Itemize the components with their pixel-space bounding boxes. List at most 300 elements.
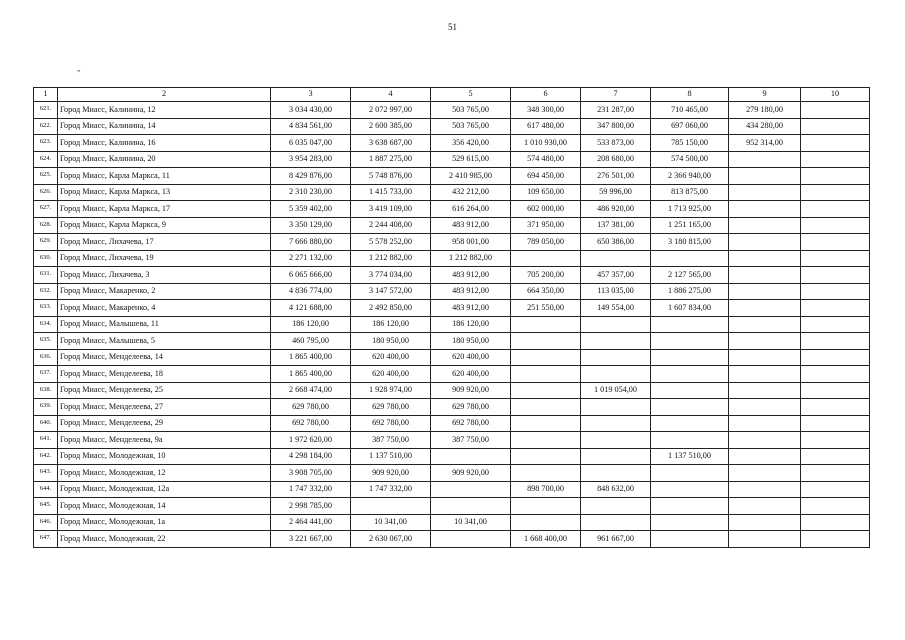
amount-cell xyxy=(801,102,870,119)
amount-cell: 1 887 275,00 xyxy=(351,151,431,168)
address-cell: Город Миасс, Макаренко, 2 xyxy=(58,283,271,300)
amount-cell: 387 750,00 xyxy=(351,432,431,449)
amount-cell: 1 713 925,00 xyxy=(651,201,729,218)
amount-cell xyxy=(729,366,801,383)
header-row xyxy=(34,88,870,102)
amount-cell: 1 747 332,00 xyxy=(271,481,351,498)
row-number-cell: 637. xyxy=(34,366,58,383)
amount-cell: 789 050,00 xyxy=(511,234,581,251)
row-number-cell: 624. xyxy=(34,151,58,168)
amount-cell xyxy=(729,184,801,201)
amount-cell: 10 341,00 xyxy=(351,514,431,531)
corner-mark: „ xyxy=(77,64,81,73)
table-row xyxy=(34,333,870,350)
amount-cell: 3 180 815,00 xyxy=(651,234,729,251)
column-header: 5 xyxy=(431,88,511,102)
amount-cell: 2 600 385,00 xyxy=(351,118,431,135)
amount-cell: 2 271 132,00 xyxy=(271,250,351,267)
column-header: 7 xyxy=(581,88,651,102)
budget-table xyxy=(33,87,870,548)
amount-cell: 186 120,00 xyxy=(431,316,511,333)
address-cell: Город Миасс, Молодежная, 22 xyxy=(58,531,271,548)
table-row xyxy=(34,135,870,152)
amount-cell xyxy=(801,531,870,548)
amount-cell xyxy=(729,283,801,300)
amount-cell: 483 912,00 xyxy=(431,283,511,300)
amount-cell: 348 300,00 xyxy=(511,102,581,119)
amount-cell: 1 019 054,00 xyxy=(581,382,651,399)
amount-cell: 113 035,00 xyxy=(581,283,651,300)
amount-cell xyxy=(511,382,581,399)
amount-cell xyxy=(511,333,581,350)
address-cell: Город Миасс, Карла Маркса, 9 xyxy=(58,217,271,234)
amount-cell xyxy=(651,514,729,531)
amount-cell xyxy=(729,151,801,168)
row-number-cell: 631. xyxy=(34,267,58,284)
row-number-cell: 633. xyxy=(34,300,58,317)
amount-cell: 1 886 275,00 xyxy=(651,283,729,300)
amount-cell: 1 865 400,00 xyxy=(271,366,351,383)
amount-cell: 3 221 667,00 xyxy=(271,531,351,548)
amount-cell: 616 264,00 xyxy=(431,201,511,218)
amount-cell: 705 200,00 xyxy=(511,267,581,284)
amount-cell: 1 747 332,00 xyxy=(351,481,431,498)
table-row xyxy=(34,514,870,531)
column-header: 3 xyxy=(271,88,351,102)
amount-cell: 483 912,00 xyxy=(431,217,511,234)
amount-cell: 5 748 876,00 xyxy=(351,168,431,185)
table-row xyxy=(34,168,870,185)
amount-cell xyxy=(801,514,870,531)
amount-cell: 909 920,00 xyxy=(351,465,431,482)
amount-cell xyxy=(581,250,651,267)
amount-cell xyxy=(511,250,581,267)
table-row xyxy=(34,349,870,366)
amount-cell xyxy=(729,217,801,234)
column-header: 4 xyxy=(351,88,431,102)
amount-cell: 2 464 441,00 xyxy=(271,514,351,531)
amount-cell: 961 667,00 xyxy=(581,531,651,548)
amount-cell: 186 120,00 xyxy=(351,316,431,333)
amount-cell: 958 001,00 xyxy=(431,234,511,251)
amount-cell xyxy=(581,448,651,465)
row-number-cell: 647. xyxy=(34,531,58,548)
amount-cell: 2 492 850,00 xyxy=(351,300,431,317)
amount-cell: 617 480,00 xyxy=(511,118,581,135)
amount-cell xyxy=(729,448,801,465)
amount-cell: 650 386,00 xyxy=(581,234,651,251)
amount-cell: 483 912,00 xyxy=(431,267,511,284)
row-number-cell: 638. xyxy=(34,382,58,399)
address-cell: Город Миасс, Менделеева, 27 xyxy=(58,399,271,416)
amount-cell: 180 950,00 xyxy=(351,333,431,350)
amount-cell xyxy=(581,514,651,531)
amount-cell: 710 465,00 xyxy=(651,102,729,119)
amount-cell: 574 500,00 xyxy=(651,151,729,168)
amount-cell: 2 668 474,00 xyxy=(271,382,351,399)
amount-cell: 371 950,00 xyxy=(511,217,581,234)
amount-cell: 909 920,00 xyxy=(431,382,511,399)
table-row xyxy=(34,382,870,399)
amount-cell: 276 501,00 xyxy=(581,168,651,185)
column-header: 8 xyxy=(651,88,729,102)
address-cell: Город Миасс, Калинина, 14 xyxy=(58,118,271,135)
amount-cell: 529 615,00 xyxy=(431,151,511,168)
amount-cell: 10 341,00 xyxy=(431,514,511,531)
address-cell: Город Миасс, Менделеева, 14 xyxy=(58,349,271,366)
amount-cell: 664 350,00 xyxy=(511,283,581,300)
amount-cell xyxy=(651,250,729,267)
amount-cell xyxy=(729,498,801,515)
amount-cell: 3 147 572,00 xyxy=(351,283,431,300)
amount-cell: 180 950,00 xyxy=(431,333,511,350)
amount-cell xyxy=(431,531,511,548)
table-row xyxy=(34,399,870,416)
amount-cell: 952 314,00 xyxy=(729,135,801,152)
column-header: 2 xyxy=(58,88,271,102)
amount-cell xyxy=(729,333,801,350)
amount-cell: 620 400,00 xyxy=(351,366,431,383)
amount-cell: 2 410 985,00 xyxy=(431,168,511,185)
amount-cell xyxy=(729,234,801,251)
amount-cell: 602 000,00 xyxy=(511,201,581,218)
amount-cell xyxy=(801,184,870,201)
amount-cell: 629 780,00 xyxy=(271,399,351,416)
address-cell: Город Миасс, Карла Маркса, 11 xyxy=(58,168,271,185)
amount-cell: 1 010 930,00 xyxy=(511,135,581,152)
amount-cell xyxy=(581,432,651,449)
amount-cell xyxy=(581,399,651,416)
row-number-cell: 622. xyxy=(34,118,58,135)
amount-cell: 2 998 785,00 xyxy=(271,498,351,515)
address-cell: Город Миасс, Макаренко, 4 xyxy=(58,300,271,317)
amount-cell: 432 212,00 xyxy=(431,184,511,201)
address-cell: Город Миасс, Молодежная, 12 xyxy=(58,465,271,482)
address-cell: Город Миасс, Молодежная, 1а xyxy=(58,514,271,531)
amount-cell: 1 415 733,00 xyxy=(351,184,431,201)
amount-cell xyxy=(801,135,870,152)
amount-cell xyxy=(729,399,801,416)
row-number-cell: 623. xyxy=(34,135,58,152)
amount-cell xyxy=(801,432,870,449)
address-cell: Город Миасс, Менделеева, 29 xyxy=(58,415,271,432)
amount-cell: 186 120,00 xyxy=(271,316,351,333)
amount-cell xyxy=(511,349,581,366)
amount-cell xyxy=(729,250,801,267)
amount-cell xyxy=(729,168,801,185)
table-row xyxy=(34,432,870,449)
amount-cell: 3 638 687,00 xyxy=(351,135,431,152)
amount-cell xyxy=(801,168,870,185)
amount-cell xyxy=(511,415,581,432)
amount-cell xyxy=(511,399,581,416)
amount-cell: 3 350 129,00 xyxy=(271,217,351,234)
amount-cell xyxy=(729,201,801,218)
address-cell: Город Миасс, Лихачева, 19 xyxy=(58,250,271,267)
amount-cell: 4 834 561,00 xyxy=(271,118,351,135)
table-row xyxy=(34,415,870,432)
amount-cell xyxy=(431,481,511,498)
column-header: 10 xyxy=(801,88,870,102)
amount-cell xyxy=(729,531,801,548)
row-number-cell: 621. xyxy=(34,102,58,119)
row-number-cell: 628. xyxy=(34,217,58,234)
column-header: 1 xyxy=(34,88,58,102)
amount-cell: 620 400,00 xyxy=(431,349,511,366)
amount-cell xyxy=(511,465,581,482)
amount-cell: 1 212 882,00 xyxy=(351,250,431,267)
amount-cell xyxy=(801,415,870,432)
table-row xyxy=(34,267,870,284)
amount-cell xyxy=(729,300,801,317)
address-cell: Город Миасс, Менделеева, 18 xyxy=(58,366,271,383)
amount-cell xyxy=(511,448,581,465)
amount-cell: 692 780,00 xyxy=(271,415,351,432)
amount-cell: 1 928 974,00 xyxy=(351,382,431,399)
amount-cell: 620 400,00 xyxy=(431,366,511,383)
amount-cell xyxy=(729,465,801,482)
amount-cell: 279 180,00 xyxy=(729,102,801,119)
amount-cell: 486 920,00 xyxy=(581,201,651,218)
amount-cell: 483 912,00 xyxy=(431,300,511,317)
table-row xyxy=(34,201,870,218)
column-header: 6 xyxy=(511,88,581,102)
amount-cell: 2 310 230,00 xyxy=(271,184,351,201)
amount-cell: 2 366 940,00 xyxy=(651,168,729,185)
amount-cell: 692 780,00 xyxy=(351,415,431,432)
amount-cell xyxy=(801,316,870,333)
amount-cell: 694 450,00 xyxy=(511,168,581,185)
amount-cell xyxy=(651,531,729,548)
amount-cell: 1 668 400,00 xyxy=(511,531,581,548)
row-number-cell: 629. xyxy=(34,234,58,251)
amount-cell: 109 650,00 xyxy=(511,184,581,201)
amount-cell xyxy=(581,465,651,482)
amount-cell: 1 607 834,00 xyxy=(651,300,729,317)
amount-cell xyxy=(729,349,801,366)
amount-cell xyxy=(801,151,870,168)
column-header: 9 xyxy=(729,88,801,102)
amount-cell xyxy=(729,382,801,399)
amount-cell: 2 072 997,00 xyxy=(351,102,431,119)
amount-cell xyxy=(801,250,870,267)
address-cell: Город Миасс, Калинина, 20 xyxy=(58,151,271,168)
amount-cell: 4 298 184,00 xyxy=(271,448,351,465)
table-row xyxy=(34,283,870,300)
address-cell: Город Миасс, Менделеева, 25 xyxy=(58,382,271,399)
amount-cell xyxy=(511,432,581,449)
table-row xyxy=(34,465,870,482)
amount-cell: 848 632,00 xyxy=(581,481,651,498)
address-cell: Город Миасс, Карла Маркса, 17 xyxy=(58,201,271,218)
amount-cell xyxy=(581,366,651,383)
amount-cell: 356 420,00 xyxy=(431,135,511,152)
amount-cell: 3 034 430,00 xyxy=(271,102,351,119)
amount-cell xyxy=(729,267,801,284)
amount-cell xyxy=(801,283,870,300)
row-number-cell: 625. xyxy=(34,168,58,185)
amount-cell xyxy=(651,399,729,416)
amount-cell xyxy=(651,415,729,432)
row-number-cell: 643. xyxy=(34,465,58,482)
table-body xyxy=(34,102,870,548)
amount-cell: 620 400,00 xyxy=(351,349,431,366)
amount-cell: 5 578 252,00 xyxy=(351,234,431,251)
amount-cell: 2 127 565,00 xyxy=(651,267,729,284)
amount-cell: 2 244 408,00 xyxy=(351,217,431,234)
amount-cell xyxy=(801,118,870,135)
amount-cell xyxy=(651,498,729,515)
amount-cell: 137 381,00 xyxy=(581,217,651,234)
amount-cell xyxy=(651,382,729,399)
address-cell: Город Миасс, Менделеева, 9а xyxy=(58,432,271,449)
amount-cell: 149 554,00 xyxy=(581,300,651,317)
amount-cell: 813 875,00 xyxy=(651,184,729,201)
amount-cell xyxy=(801,382,870,399)
amount-cell xyxy=(801,465,870,482)
amount-cell: 1 212 882,00 xyxy=(431,250,511,267)
table-row xyxy=(34,234,870,251)
table-row xyxy=(34,300,870,317)
amount-cell xyxy=(729,415,801,432)
amount-cell xyxy=(801,267,870,284)
amount-cell xyxy=(581,415,651,432)
amount-cell: 8 429 876,00 xyxy=(271,168,351,185)
amount-cell xyxy=(511,366,581,383)
row-number-cell: 642. xyxy=(34,448,58,465)
amount-cell xyxy=(801,498,870,515)
amount-cell: 4 121 688,00 xyxy=(271,300,351,317)
amount-cell xyxy=(729,316,801,333)
amount-cell xyxy=(511,498,581,515)
amount-cell: 7 666 880,00 xyxy=(271,234,351,251)
amount-cell xyxy=(351,498,431,515)
amount-cell: 457 357,00 xyxy=(581,267,651,284)
amount-cell xyxy=(431,448,511,465)
row-number-cell: 641. xyxy=(34,432,58,449)
amount-cell: 898 700,00 xyxy=(511,481,581,498)
table-row xyxy=(34,118,870,135)
amount-cell xyxy=(801,399,870,416)
amount-cell: 434 280,00 xyxy=(729,118,801,135)
row-number-cell: 640. xyxy=(34,415,58,432)
amount-cell: 1 137 510,00 xyxy=(351,448,431,465)
amount-cell: 692 780,00 xyxy=(431,415,511,432)
amount-cell xyxy=(801,217,870,234)
row-number-cell: 646. xyxy=(34,514,58,531)
amount-cell xyxy=(651,366,729,383)
amount-cell xyxy=(651,481,729,498)
amount-cell: 59 996,00 xyxy=(581,184,651,201)
row-number-cell: 634. xyxy=(34,316,58,333)
address-cell: Город Миасс, Калинина, 16 xyxy=(58,135,271,152)
amount-cell: 629 780,00 xyxy=(431,399,511,416)
amount-cell: 3 908 705,00 xyxy=(271,465,351,482)
amount-cell: 503 765,00 xyxy=(431,102,511,119)
amount-cell xyxy=(581,333,651,350)
address-cell: Город Миасс, Малышева, 5 xyxy=(58,333,271,350)
address-cell: Город Миасс, Молодежная, 10 xyxy=(58,448,271,465)
amount-cell xyxy=(651,349,729,366)
table-row xyxy=(34,481,870,498)
table-row xyxy=(34,102,870,119)
amount-cell: 1 865 400,00 xyxy=(271,349,351,366)
amount-cell: 347 800,00 xyxy=(581,118,651,135)
amount-cell: 533 873,00 xyxy=(581,135,651,152)
address-cell: Город Миасс, Молодежная, 12а xyxy=(58,481,271,498)
row-number-cell: 630. xyxy=(34,250,58,267)
amount-cell xyxy=(581,498,651,515)
amount-cell xyxy=(801,234,870,251)
amount-cell xyxy=(801,366,870,383)
address-cell: Город Миасс, Молодежная, 14 xyxy=(58,498,271,515)
amount-cell: 6 065 666,00 xyxy=(271,267,351,284)
amount-cell: 1 137 510,00 xyxy=(651,448,729,465)
amount-cell: 6 035 047,00 xyxy=(271,135,351,152)
address-cell: Город Миасс, Лихачева, 17 xyxy=(58,234,271,251)
amount-cell xyxy=(801,481,870,498)
address-cell: Город Миасс, Карла Маркса, 13 xyxy=(58,184,271,201)
amount-cell xyxy=(729,514,801,531)
amount-cell xyxy=(801,300,870,317)
amount-cell: 460 795,00 xyxy=(271,333,351,350)
table-row xyxy=(34,151,870,168)
amount-cell xyxy=(431,498,511,515)
amount-cell: 387 750,00 xyxy=(431,432,511,449)
amount-cell xyxy=(801,201,870,218)
amount-cell xyxy=(511,316,581,333)
table-row xyxy=(34,217,870,234)
amount-cell: 574 480,00 xyxy=(511,151,581,168)
row-number-cell: 632. xyxy=(34,283,58,300)
amount-cell xyxy=(581,316,651,333)
table-row xyxy=(34,448,870,465)
amount-cell: 208 680,00 xyxy=(581,151,651,168)
amount-cell: 503 765,00 xyxy=(431,118,511,135)
table-row xyxy=(34,366,870,383)
amount-cell: 4 836 774,00 xyxy=(271,283,351,300)
table-row xyxy=(34,531,870,548)
amount-cell xyxy=(651,432,729,449)
row-number-cell: 627. xyxy=(34,201,58,218)
table-row xyxy=(34,184,870,201)
amount-cell: 909 920,00 xyxy=(431,465,511,482)
amount-cell: 231 287,00 xyxy=(581,102,651,119)
amount-cell: 251 550,00 xyxy=(511,300,581,317)
table-row xyxy=(34,316,870,333)
row-number-cell: 639. xyxy=(34,399,58,416)
amount-cell xyxy=(801,448,870,465)
amount-cell: 3 774 034,00 xyxy=(351,267,431,284)
amount-cell: 2 630 067,00 xyxy=(351,531,431,548)
amount-cell xyxy=(651,333,729,350)
page-number: 51 xyxy=(448,22,457,32)
amount-cell: 1 251 165,00 xyxy=(651,217,729,234)
amount-cell: 3 419 109,00 xyxy=(351,201,431,218)
row-number-cell: 644. xyxy=(34,481,58,498)
amount-cell xyxy=(651,316,729,333)
row-number-cell: 635. xyxy=(34,333,58,350)
amount-cell xyxy=(729,481,801,498)
amount-cell: 3 954 283,00 xyxy=(271,151,351,168)
amount-cell xyxy=(511,514,581,531)
amount-cell: 697 060,00 xyxy=(651,118,729,135)
row-number-cell: 645. xyxy=(34,498,58,515)
row-number-cell: 636. xyxy=(34,349,58,366)
amount-cell: 1 972 620,00 xyxy=(271,432,351,449)
amount-cell xyxy=(729,432,801,449)
amount-cell xyxy=(801,333,870,350)
